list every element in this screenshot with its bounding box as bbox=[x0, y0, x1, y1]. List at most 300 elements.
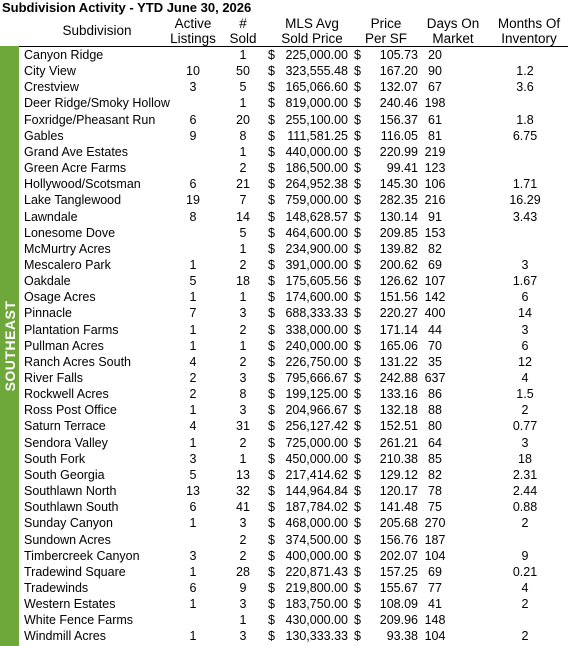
months-inventory-cell: 3.6 bbox=[516, 80, 534, 95]
avg-sold-price-cell: 199,125.00 bbox=[285, 387, 348, 402]
days-on-market-cell: 88 bbox=[428, 403, 442, 418]
avg-sold-price-cell: 795,666.67 bbox=[285, 371, 348, 385]
price-per-sf-value: 156.37 bbox=[379, 112, 418, 127]
price-per-sf-value: 145.30 bbox=[379, 177, 418, 192]
days-on-market-cell: 219 bbox=[424, 144, 446, 159]
currency-symbol: $ bbox=[354, 597, 361, 612]
currency-symbol: $ bbox=[354, 225, 361, 240]
sold-count-cell: 2 bbox=[239, 548, 247, 563]
days-on-market-cell: 104 bbox=[424, 548, 446, 563]
sold-count-cell: 3 bbox=[239, 371, 247, 385]
header-sold bbox=[226, 16, 260, 46]
header-dom-line1: Days On bbox=[426, 16, 480, 31]
header-active-listings bbox=[170, 16, 216, 46]
sold-count-cell: 1 bbox=[239, 290, 247, 305]
header-moi-line2: Inventory bbox=[501, 31, 557, 46]
days-on-market-cell: 41 bbox=[428, 597, 442, 612]
sold-count-cell: 5 bbox=[239, 225, 247, 240]
price-per-sf-value: 220.99 bbox=[379, 144, 418, 159]
header-months-inventory bbox=[492, 16, 566, 46]
table-row bbox=[0, 418, 568, 434]
active-listings-cell: 1 bbox=[189, 564, 197, 579]
sold-count-cell: 20 bbox=[236, 112, 250, 127]
currency-symbol: $ bbox=[268, 274, 275, 289]
days-on-market-cell: 123 bbox=[424, 161, 446, 176]
avg-sold-price-cell: 400,000.00 bbox=[285, 548, 348, 563]
currency-symbol: $ bbox=[268, 257, 275, 272]
sold-count-cell: 2 bbox=[239, 532, 247, 547]
active-listings-cell: 10 bbox=[186, 64, 200, 79]
months-inventory-cell: 2 bbox=[521, 597, 529, 612]
currency-symbol: $ bbox=[354, 467, 361, 482]
sold-count-cell: 28 bbox=[236, 564, 250, 579]
days-on-market-cell: 81 bbox=[428, 128, 442, 143]
sold-count-cell: 50 bbox=[236, 64, 250, 79]
sold-count-cell: 9 bbox=[239, 580, 247, 595]
subdivision-name: Southlawn North bbox=[24, 484, 117, 499]
table-row bbox=[0, 499, 568, 515]
active-listings-cell: 1 bbox=[189, 629, 197, 644]
active-listings-cell: 3 bbox=[189, 451, 197, 466]
sold-count-cell: 5 bbox=[239, 80, 247, 95]
months-inventory-cell: 3.43 bbox=[512, 209, 538, 224]
months-inventory-cell: 2 bbox=[521, 403, 529, 418]
price-per-sf-value: 155.67 bbox=[379, 580, 418, 595]
price-per-sf-value: 93.38 bbox=[386, 629, 418, 644]
months-inventory-cell: 1.2 bbox=[516, 64, 534, 79]
subdivision-name: Ranch Acres South bbox=[24, 354, 132, 369]
subdivision-name: Crestview bbox=[24, 80, 79, 95]
subdivision-name: Southlawn South bbox=[24, 500, 119, 515]
header-active-line2: Listings bbox=[170, 31, 216, 46]
active-listings-cell: 7 bbox=[189, 306, 197, 321]
days-on-market-cell: 80 bbox=[428, 419, 442, 434]
currency-symbol: $ bbox=[354, 96, 361, 111]
days-on-market-cell: 77 bbox=[428, 580, 442, 595]
subdivision-name: Gables bbox=[24, 128, 64, 143]
currency-symbol: $ bbox=[268, 338, 275, 353]
currency-symbol: $ bbox=[268, 451, 275, 466]
avg-sold-price-cell: 450,000.00 bbox=[285, 451, 348, 466]
price-per-sf-value: 209.85 bbox=[379, 225, 418, 240]
months-inventory-cell: 2 bbox=[521, 516, 529, 531]
subdivision-name: River Falls bbox=[24, 371, 84, 385]
price-per-sf-value: 167.20 bbox=[379, 64, 418, 79]
months-inventory-cell: 1.8 bbox=[516, 112, 534, 127]
table-row bbox=[0, 160, 568, 176]
active-listings-cell: 1 bbox=[189, 322, 197, 337]
currency-symbol: $ bbox=[354, 241, 361, 256]
sold-count-cell: 18 bbox=[236, 274, 250, 289]
subdivision-name: Ross Post Office bbox=[24, 403, 117, 418]
price-per-sf-value: 171.14 bbox=[379, 322, 418, 337]
months-inventory-cell: 4 bbox=[521, 371, 529, 385]
avg-sold-price-cell: 174,600.00 bbox=[285, 290, 348, 305]
subdivision-name: Sunday Canyon bbox=[24, 516, 113, 531]
avg-sold-price-cell: 144,964.84 bbox=[285, 484, 348, 499]
days-on-market-cell: 85 bbox=[428, 451, 442, 466]
table-row bbox=[0, 580, 568, 596]
region-label: SOUTHEAST bbox=[1, 300, 18, 392]
avg-sold-price-cell: 468,000.00 bbox=[285, 516, 348, 531]
days-on-market-cell: 91 bbox=[428, 209, 442, 224]
sold-count-cell: 1 bbox=[239, 451, 247, 466]
sold-count-cell: 1 bbox=[239, 338, 247, 353]
months-inventory-cell: 18 bbox=[518, 451, 532, 466]
currency-symbol: $ bbox=[354, 290, 361, 305]
days-on-market-cell: 187 bbox=[424, 532, 446, 547]
subdivision-name: Foxridge/Pheasant Run bbox=[24, 112, 156, 127]
days-on-market-cell: 61 bbox=[428, 112, 442, 127]
currency-symbol: $ bbox=[268, 290, 275, 305]
currency-symbol: $ bbox=[268, 322, 275, 337]
days-on-market-cell: 20 bbox=[428, 48, 442, 62]
active-listings-cell: 4 bbox=[189, 354, 197, 369]
price-per-sf-value: 220.27 bbox=[379, 306, 418, 321]
table-row bbox=[0, 144, 568, 160]
price-per-sf-value: 240.46 bbox=[379, 96, 418, 111]
currency-symbol: $ bbox=[268, 128, 275, 143]
days-on-market-cell: 400 bbox=[424, 306, 446, 321]
avg-sold-price-cell: 175,605.56 bbox=[285, 274, 348, 289]
currency-symbol: $ bbox=[268, 629, 275, 644]
subdivision-name: Green Acre Farms bbox=[24, 161, 127, 176]
avg-sold-price-cell: 186,500.00 bbox=[285, 161, 348, 176]
days-on-market-cell: 86 bbox=[428, 387, 442, 402]
subdivision-name: Deer Ridge/Smoky Hollow bbox=[24, 96, 170, 111]
subdivision-name: Lawndale bbox=[24, 209, 78, 224]
currency-symbol: $ bbox=[268, 48, 275, 62]
currency-symbol: $ bbox=[268, 548, 275, 563]
currency-symbol: $ bbox=[354, 257, 361, 272]
subdivision-name: Tradewinds bbox=[24, 580, 89, 595]
currency-symbol: $ bbox=[354, 64, 361, 79]
avg-sold-price-cell: 240,000.00 bbox=[285, 338, 348, 353]
subdivision-name: City View bbox=[24, 64, 76, 79]
sold-count-cell: 2 bbox=[239, 257, 247, 272]
table-row bbox=[0, 79, 568, 95]
currency-symbol: $ bbox=[268, 209, 275, 224]
currency-symbol: $ bbox=[354, 403, 361, 418]
price-per-sf-value: 151.56 bbox=[379, 290, 418, 305]
table-row bbox=[0, 47, 568, 63]
header-price-per-sf bbox=[355, 16, 417, 46]
months-inventory-cell: 0.88 bbox=[512, 500, 538, 515]
price-per-sf-value: 129.12 bbox=[379, 467, 418, 482]
subdivision-name: Sundown Acres bbox=[24, 532, 111, 547]
price-per-sf-value: 210.38 bbox=[379, 451, 418, 466]
days-on-market-cell: 148 bbox=[424, 613, 446, 628]
currency-symbol: $ bbox=[354, 580, 361, 595]
price-per-sf-value: 126.62 bbox=[379, 274, 418, 289]
currency-symbol: $ bbox=[268, 580, 275, 595]
days-on-market-cell: 198 bbox=[424, 96, 446, 111]
subdivision-name: Grand Ave Estates bbox=[24, 144, 128, 159]
active-listings-cell: 5 bbox=[189, 274, 197, 289]
currency-symbol: $ bbox=[354, 338, 361, 353]
currency-symbol: $ bbox=[354, 193, 361, 208]
sold-count-cell: 7 bbox=[239, 193, 247, 208]
sold-count-cell: 3 bbox=[239, 306, 247, 321]
active-listings-cell: 2 bbox=[189, 371, 197, 385]
currency-symbol: $ bbox=[354, 112, 361, 127]
currency-symbol: $ bbox=[268, 80, 275, 95]
currency-symbol: $ bbox=[354, 177, 361, 192]
active-listings-cell: 9 bbox=[189, 128, 197, 143]
currency-symbol: $ bbox=[268, 306, 275, 321]
active-listings-cell: 19 bbox=[186, 193, 200, 208]
table-row bbox=[0, 564, 568, 580]
days-on-market-cell: 153 bbox=[424, 225, 446, 240]
active-listings-cell: 1 bbox=[189, 290, 197, 305]
subdivision-name: Sendora Valley bbox=[24, 435, 108, 450]
table-row bbox=[0, 370, 568, 386]
subdivision-name: Windmill Acres bbox=[24, 629, 106, 644]
avg-sold-price-cell: 255,100.00 bbox=[285, 112, 348, 127]
currency-symbol: $ bbox=[268, 500, 275, 515]
active-listings-cell: 6 bbox=[189, 500, 197, 515]
days-on-market-cell: 67 bbox=[428, 80, 442, 95]
currency-symbol: $ bbox=[354, 564, 361, 579]
table-row bbox=[0, 386, 568, 402]
price-per-sf-value: 156.76 bbox=[379, 532, 418, 547]
avg-sold-price-cell: 130,333.33 bbox=[285, 629, 348, 644]
avg-sold-price-cell: 111,581.25 bbox=[287, 128, 348, 143]
price-per-sf-value: 205.68 bbox=[379, 516, 418, 531]
table-row bbox=[0, 435, 568, 451]
avg-sold-price-cell: 256,127.42 bbox=[285, 419, 348, 434]
months-inventory-cell: 12 bbox=[518, 354, 532, 369]
header-active-line1: Active bbox=[174, 16, 212, 31]
months-inventory-cell: 1.71 bbox=[512, 177, 538, 192]
currency-symbol: $ bbox=[354, 128, 361, 143]
table-row bbox=[0, 112, 568, 128]
price-per-sf-value: 116.05 bbox=[380, 128, 418, 143]
days-on-market-cell: 90 bbox=[428, 64, 442, 79]
currency-symbol: $ bbox=[268, 467, 275, 482]
active-listings-cell: 6 bbox=[189, 580, 197, 595]
days-on-market-cell: 78 bbox=[428, 484, 442, 499]
active-listings-cell: 1 bbox=[189, 257, 197, 272]
price-per-sf-value: 132.07 bbox=[379, 80, 418, 95]
sold-count-cell: 21 bbox=[236, 177, 250, 192]
price-per-sf-value: 202.07 bbox=[379, 548, 418, 563]
header-dom-line2: Market bbox=[432, 31, 474, 46]
avg-sold-price-cell: 234,900.00 bbox=[285, 241, 348, 256]
table-row bbox=[0, 451, 568, 467]
header-moi-line1: Months Of bbox=[497, 16, 561, 31]
days-on-market-cell: 69 bbox=[428, 564, 442, 579]
avg-sold-price-cell: 226,750.00 bbox=[285, 354, 348, 369]
subdivision-name: Hollywood/Scotsman bbox=[24, 177, 141, 192]
subdivision-name: Pinnacle bbox=[24, 306, 72, 321]
subdivision-name: Mescalero Park bbox=[24, 257, 111, 272]
currency-symbol: $ bbox=[354, 613, 361, 628]
table-row bbox=[0, 548, 568, 564]
days-on-market-cell: 70 bbox=[428, 338, 442, 353]
avg-sold-price-cell: 464,600.00 bbox=[285, 225, 348, 240]
header-psf-line1: Price bbox=[370, 16, 402, 31]
active-listings-cell: 3 bbox=[189, 80, 197, 95]
header-price-line1: MLS Avg bbox=[285, 16, 339, 31]
currency-symbol: $ bbox=[354, 144, 361, 159]
table-row bbox=[0, 467, 568, 483]
avg-sold-price-cell: 725,000.00 bbox=[285, 435, 348, 450]
avg-sold-price-cell: 148,628.57 bbox=[285, 209, 348, 224]
subdivision-name: Osage Acres bbox=[24, 290, 96, 305]
table-row bbox=[0, 192, 568, 208]
sold-count-cell: 1 bbox=[239, 241, 247, 256]
price-per-sf-value: 130.14 bbox=[379, 209, 418, 224]
currency-symbol: $ bbox=[268, 112, 275, 127]
months-inventory-cell: 0.21 bbox=[512, 564, 538, 579]
price-per-sf-value: 139.82 bbox=[379, 241, 418, 256]
avg-sold-price-cell: 440,000.00 bbox=[285, 144, 348, 159]
currency-symbol: $ bbox=[268, 613, 275, 628]
days-on-market-cell: 82 bbox=[428, 467, 442, 482]
days-on-market-cell: 637 bbox=[424, 371, 446, 385]
months-inventory-cell: 1.5 bbox=[516, 387, 534, 402]
avg-sold-price-cell: 219,800.00 bbox=[285, 580, 348, 595]
avg-sold-price-cell: 391,000.00 bbox=[285, 257, 348, 272]
days-on-market-cell: 104 bbox=[424, 629, 446, 644]
header-avg-price bbox=[272, 16, 352, 46]
active-listings-cell: 13 bbox=[186, 484, 200, 499]
active-listings-cell: 8 bbox=[189, 209, 197, 224]
currency-symbol: $ bbox=[354, 532, 361, 547]
price-per-sf-value: 133.16 bbox=[379, 387, 418, 402]
subdivision-name: Canyon Ridge bbox=[24, 48, 104, 62]
sold-count-cell: 31 bbox=[236, 419, 250, 434]
subdivision-name: McMurtry Acres bbox=[24, 241, 111, 256]
currency-symbol: $ bbox=[354, 306, 361, 321]
currency-symbol: $ bbox=[268, 371, 275, 385]
months-inventory-cell: 16.29 bbox=[509, 193, 541, 208]
months-inventory-cell: 6.75 bbox=[512, 128, 538, 143]
currency-symbol: $ bbox=[268, 354, 275, 369]
report-title: Subdivision Activity - YTD June 30, 2026 bbox=[2, 0, 252, 15]
sold-count-cell: 2 bbox=[239, 435, 247, 450]
table-row bbox=[0, 257, 568, 273]
active-listings-cell: 1 bbox=[189, 516, 197, 531]
sold-count-cell: 2 bbox=[239, 161, 247, 176]
days-on-market-cell: 75 bbox=[428, 500, 442, 515]
avg-sold-price-cell: 688,333.33 bbox=[285, 306, 348, 321]
active-listings-cell: 6 bbox=[189, 177, 197, 192]
currency-symbol: $ bbox=[268, 241, 275, 256]
days-on-market-cell: 35 bbox=[428, 354, 442, 369]
currency-symbol: $ bbox=[354, 209, 361, 224]
table-row bbox=[0, 305, 568, 321]
currency-symbol: $ bbox=[354, 80, 361, 95]
months-inventory-cell: 1.67 bbox=[512, 274, 538, 289]
subdivision-name: Plantation Farms bbox=[24, 322, 119, 337]
currency-symbol: $ bbox=[354, 387, 361, 402]
months-inventory-cell: 2.31 bbox=[512, 467, 538, 482]
sold-count-cell: 32 bbox=[236, 484, 250, 499]
currency-symbol: $ bbox=[268, 564, 275, 579]
subdivision-name: Western Estates bbox=[24, 597, 116, 612]
months-inventory-cell: 6 bbox=[521, 338, 529, 353]
sold-count-cell: 3 bbox=[239, 403, 247, 418]
table-row bbox=[0, 63, 568, 79]
table-row bbox=[0, 532, 568, 548]
subdivision-name: Oakdale bbox=[24, 274, 71, 289]
currency-symbol: $ bbox=[268, 225, 275, 240]
currency-symbol: $ bbox=[268, 597, 275, 612]
currency-symbol: $ bbox=[268, 64, 275, 79]
price-per-sf-value: 120.17 bbox=[379, 484, 418, 499]
table-row bbox=[0, 612, 568, 628]
price-per-sf-value: 282.35 bbox=[379, 193, 418, 208]
currency-symbol: $ bbox=[268, 177, 275, 192]
price-per-sf-value: 242.88 bbox=[379, 371, 418, 385]
avg-sold-price-cell: 220,871.43 bbox=[285, 564, 348, 579]
sold-count-cell: 8 bbox=[239, 128, 247, 143]
sold-count-cell: 1 bbox=[239, 613, 247, 628]
currency-symbol: $ bbox=[354, 435, 361, 450]
sold-count-cell: 13 bbox=[236, 467, 250, 482]
subdivision-name: Timbercreek Canyon bbox=[24, 548, 140, 563]
currency-symbol: $ bbox=[354, 419, 361, 434]
active-listings-cell: 4 bbox=[189, 419, 197, 434]
currency-symbol: $ bbox=[354, 48, 361, 62]
price-per-sf-value: 152.51 bbox=[379, 419, 418, 434]
table-row bbox=[0, 338, 568, 354]
currency-symbol: $ bbox=[268, 532, 275, 547]
table-row bbox=[0, 402, 568, 418]
table-row bbox=[0, 95, 568, 111]
sold-count-cell: 8 bbox=[239, 387, 247, 402]
table-row bbox=[0, 209, 568, 225]
sold-count-cell: 3 bbox=[239, 597, 247, 612]
currency-symbol: $ bbox=[268, 161, 275, 176]
header-subdivision-line1: Subdivision bbox=[62, 23, 132, 38]
price-per-sf-value: 157.25 bbox=[379, 564, 418, 579]
sold-count-cell: 2 bbox=[239, 322, 247, 337]
sold-count-cell: 1 bbox=[239, 144, 247, 159]
subdivision-name: South Georgia bbox=[24, 467, 105, 482]
months-inventory-cell: 3 bbox=[521, 322, 529, 337]
active-listings-cell: 1 bbox=[189, 338, 197, 353]
avg-sold-price-cell: 204,966.67 bbox=[285, 403, 348, 418]
table-row bbox=[0, 354, 568, 370]
currency-symbol: $ bbox=[354, 354, 361, 369]
avg-sold-price-cell: 264,952.38 bbox=[285, 177, 348, 192]
months-inventory-cell: 2 bbox=[521, 629, 529, 644]
price-per-sf-value: 131.22 bbox=[379, 354, 418, 369]
avg-sold-price-cell: 759,000.00 bbox=[285, 193, 348, 208]
months-inventory-cell: 6 bbox=[521, 290, 529, 305]
avg-sold-price-cell: 187,784.02 bbox=[285, 500, 348, 515]
avg-sold-price-cell: 165,066.60 bbox=[285, 80, 348, 95]
currency-symbol: $ bbox=[268, 144, 275, 159]
table-row bbox=[0, 289, 568, 305]
currency-symbol: $ bbox=[354, 371, 361, 385]
active-listings-cell: 1 bbox=[189, 435, 197, 450]
price-per-sf-value: 165.06 bbox=[379, 338, 418, 353]
sold-count-cell: 14 bbox=[236, 209, 250, 224]
days-on-market-cell: 107 bbox=[424, 274, 446, 289]
days-on-market-cell: 64 bbox=[428, 435, 442, 450]
avg-sold-price-cell: 374,500.00 bbox=[285, 532, 348, 547]
days-on-market-cell: 270 bbox=[424, 516, 446, 531]
price-per-sf-value: 200.62 bbox=[379, 257, 418, 272]
sold-count-cell: 1 bbox=[239, 96, 247, 111]
table-row bbox=[0, 483, 568, 499]
table-row bbox=[0, 515, 568, 531]
active-listings-cell: 1 bbox=[189, 597, 197, 612]
